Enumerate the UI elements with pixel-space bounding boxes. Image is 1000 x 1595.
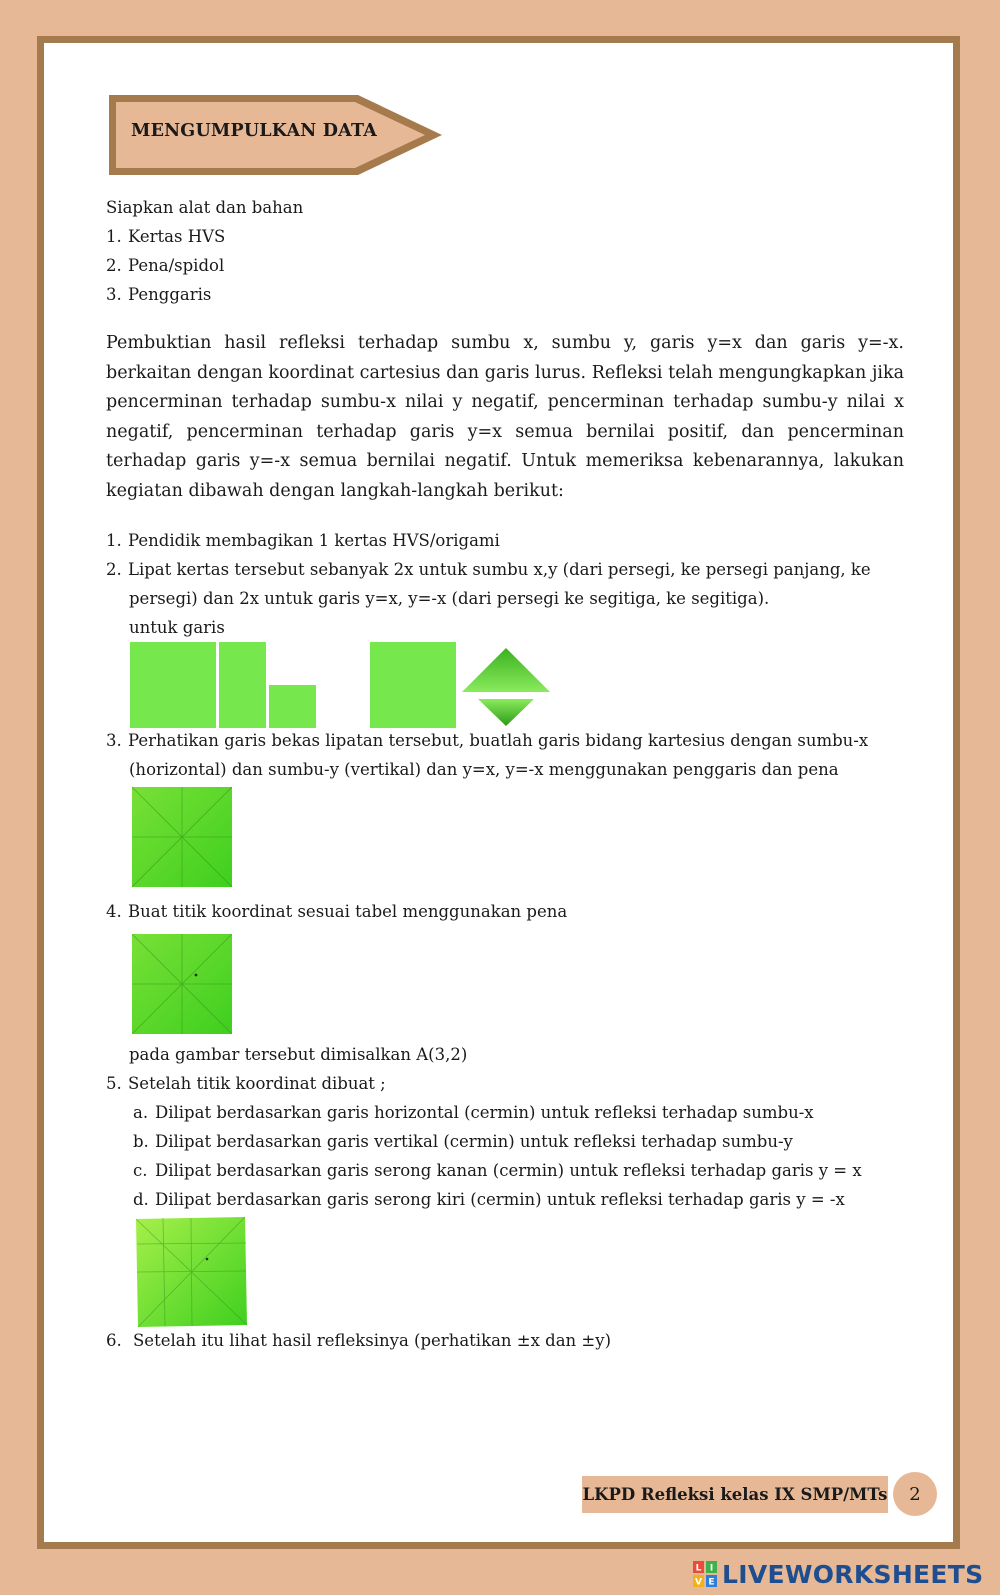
step-5: 5. Setelah titik koordinat dibuat ;: [106, 1074, 386, 1093]
material-item: 2. Pena/spidol: [106, 256, 225, 275]
logo-letter: I: [709, 1563, 714, 1574]
material-item: 1. Kertas HVS: [106, 227, 226, 246]
material-item: 3. Penggaris: [106, 285, 212, 304]
folded-paper-photo-3: [132, 787, 232, 887]
fold-square: [130, 642, 216, 728]
step-5-sub: a. Dilipat berdasarkan garis horizontal (cermin) untuk refleksi terhadap sumbu-x: [133, 1103, 814, 1122]
folded-paper-photo-5: [135, 1217, 247, 1327]
liveworksheets-logo-icon: [693, 1561, 717, 1587]
step-5-sub: b. Dilipat berdasarkan garis vertikal (cermin) untuk refleksi terhadap sumbu-y: [133, 1132, 793, 1151]
step-6: 6. Setelah itu lihat hasil refleksinya (perhatikan ±x dan ±y): [106, 1331, 612, 1350]
section-title: MENGUMPULKAN DATA: [131, 121, 378, 141]
step-4: 4. Buat titik koordinat sesuai tabel menggunakan pena: [106, 902, 568, 921]
brand-name: LIVEWORKSHEETS: [722, 1559, 984, 1589]
step-2-line2: persegi) dan 2x untuk garis y=x, y=-x (dari persegi ke segitiga, ke segitiga).: [129, 589, 770, 608]
page-number: 2: [893, 1472, 937, 1516]
step-3: 3. Perhatikan garis bekas lipatan tersebut, buatlah garis bidang kartesius dengan sumbu-x: [106, 731, 869, 750]
step-5-sub: d. Dilipat berdasarkan garis serong kiri (cermin) untuk refleksi terhadap garis y = -x: [133, 1190, 845, 1209]
logo-letter: E: [708, 1577, 715, 1587]
fold-triangles: [460, 648, 552, 728]
page-frame: [37, 36, 960, 1549]
folded-paper-photo-4: [132, 934, 232, 1034]
logo-letter: L: [695, 1563, 702, 1574]
fold-small-square: [269, 685, 316, 728]
fold-square-diagonal: [370, 642, 456, 728]
step-2: 2. Lipat kertas tersebut sebanyak 2x untuk sumbu x,y (dari persegi, ke persegi panjang, ke: [106, 560, 871, 579]
intro-paragraph: Pembuktian hasil refleksi terhadap sumbu x, sumbu y, garis y=x dan garis y=-x. berkaitan dengan koordinat cartesius dan garis lurus. Refleksi telah mengungkapkan jika pencerminan terhadap sumbu-x nilai y negatif, pencerminan terhadap sumbu-y nilai x negatif, pencerminan terhadap garis y=x semua bernilai positif, dan pencerminan terhadap garis y=-x semua bernilai negatif. Untuk memeriksa kebenarannya, lakukan kegiatan dibawah dengan langkah-langkah berikut:: [106, 333, 904, 501]
step-5-sub: c. Dilipat berdasarkan garis serong kanan (cermin) untuk refleksi terhadap garis y = x: [133, 1161, 862, 1180]
footer-label: LKPD Refleksi kelas IX SMP/MTs: [582, 1476, 888, 1513]
step-1: 1. Pendidik membagikan 1 kertas HVS/origami: [106, 531, 500, 550]
liveworksheets-brand: [693, 1560, 983, 1588]
fold-rectangle: [219, 642, 266, 728]
step-2-line3: untuk garis: [129, 618, 225, 637]
materials-intro: Siapkan alat dan bahan: [106, 198, 304, 217]
logo-letter: V: [695, 1577, 702, 1587]
step-4-caption: pada gambar tersebut dimisalkan A(3,2): [129, 1045, 468, 1064]
step-3-line2: (horizontal) dan sumbu-y (vertikal) dan y=x, y=-x menggunakan penggaris dan pena: [129, 760, 839, 779]
